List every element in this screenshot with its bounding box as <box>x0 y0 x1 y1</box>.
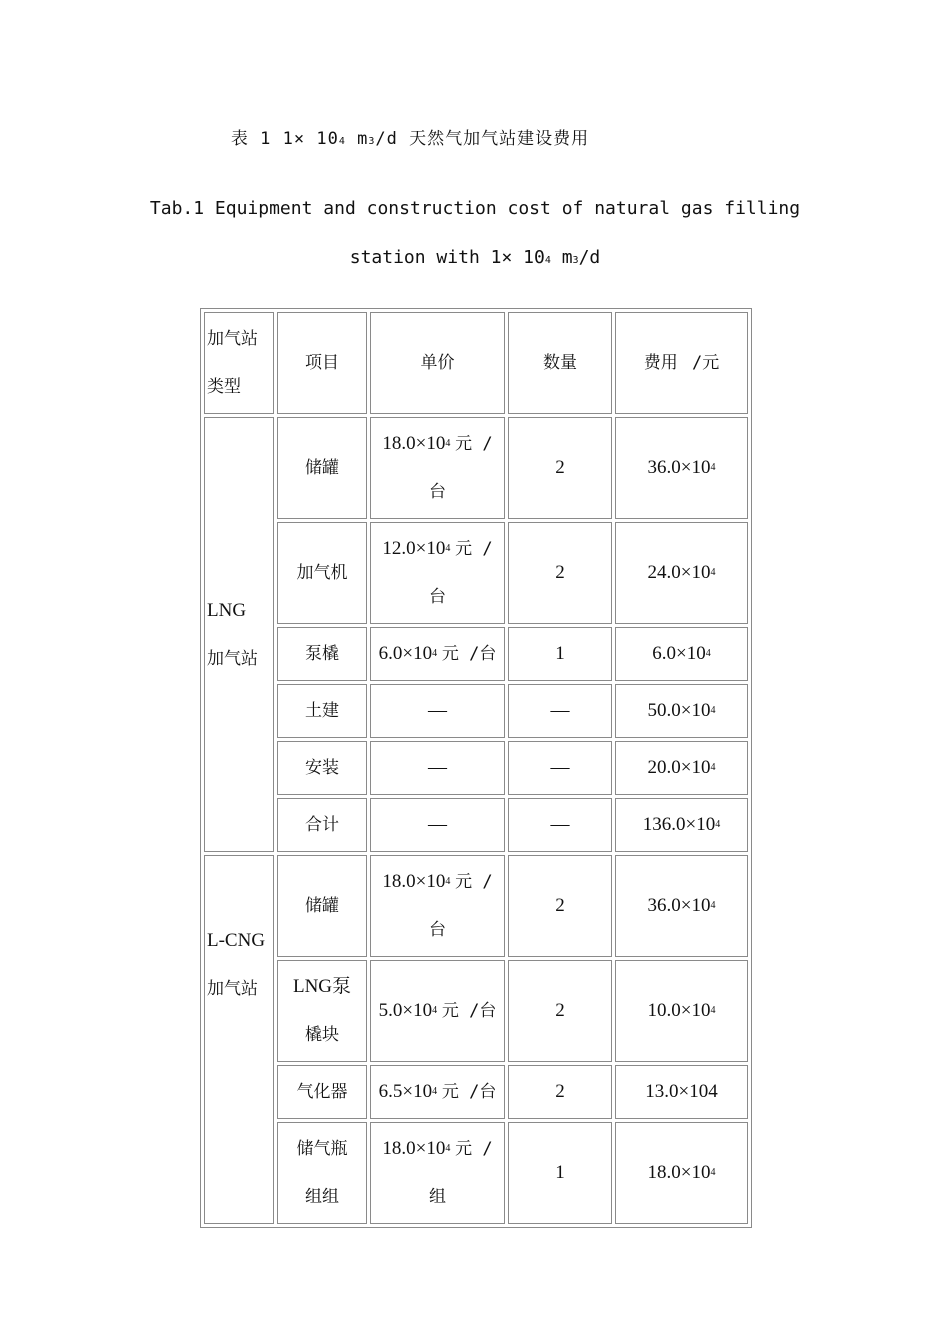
price-unit-cont: 台 <box>429 587 446 607</box>
table-row <box>204 1122 748 1224</box>
price-unit: 元 /台 <box>441 1001 497 1021</box>
cost-exponent: 4 <box>710 900 716 911</box>
caption-en-unit: m <box>561 247 573 268</box>
cell-cost <box>615 417 748 519</box>
header-cost <box>615 312 748 414</box>
cell-quantity: 1 <box>508 1122 612 1224</box>
cell-cost <box>615 522 748 624</box>
cost-exponent: 4 <box>710 762 716 773</box>
cell-cost: 13.0×104 <box>615 1065 748 1119</box>
group-lcng-suffix: 加气站 <box>207 978 258 999</box>
cell-cost <box>615 627 748 681</box>
cell-quantity: 2 <box>508 522 612 624</box>
table-row <box>204 1065 748 1119</box>
table-row <box>204 684 748 738</box>
cell-price <box>370 855 505 957</box>
price-value: 18.0×10 <box>382 1138 446 1159</box>
header-cost-label: 费用 <box>643 353 678 373</box>
price-value: 12.0×10 <box>382 538 446 559</box>
caption-cn-unit: m <box>357 129 369 149</box>
price-exponent: 4 <box>432 1086 438 1097</box>
cell-price: — <box>370 741 505 795</box>
cost-exponent: 4 <box>710 1005 716 1016</box>
cost-value: 6.0×10 <box>652 643 706 664</box>
table-row <box>204 627 748 681</box>
cost-value: 50.0×10 <box>647 700 711 721</box>
cell-price <box>370 627 505 681</box>
caption-cn-number: 1 1× <box>260 129 306 149</box>
item-line2: 橇块 <box>305 1025 339 1045</box>
caption-en-exponent: 4 <box>544 255 551 266</box>
table-row <box>204 741 748 795</box>
price-exponent: 4 <box>445 543 451 554</box>
price-value: 5.0×10 <box>378 1000 433 1021</box>
cell-quantity: 2 <box>508 960 612 1062</box>
cost-value: 36.0×10 <box>647 895 711 916</box>
price-value: 18.0×10 <box>382 871 446 892</box>
caption-cn-prefix: 表 <box>230 129 249 149</box>
caption-en-rest: /d <box>578 247 601 268</box>
price-exponent: 4 <box>445 1143 451 1154</box>
price-unit-cont: 组 <box>429 1187 446 1207</box>
cell-cost <box>615 960 748 1062</box>
cell-price <box>370 960 505 1062</box>
price-unit: 元 / <box>455 1139 493 1159</box>
cell-quantity: 2 <box>508 417 612 519</box>
price-exponent: 4 <box>432 648 438 659</box>
cell-quantity: — <box>508 684 612 738</box>
table-caption-english-line1: Tab.1 Equipment and construction cost of natural gas filling <box>149 198 801 219</box>
group-lcng-name: L-CNG <box>207 929 266 951</box>
cost-value: 10.0×10 <box>647 1000 711 1021</box>
header-station-type <box>204 312 274 414</box>
group-lcng <box>204 855 274 1224</box>
cell-price <box>370 522 505 624</box>
header-price: 单价 <box>370 312 505 414</box>
table-caption-chinese <box>0 124 820 149</box>
cell-quantity: — <box>508 741 612 795</box>
table-row-total <box>204 798 748 852</box>
cell-quantity: 2 <box>508 1065 612 1119</box>
cell-price <box>370 1122 505 1224</box>
cell-price: — <box>370 798 505 852</box>
price-unit-cont: 台 <box>429 482 446 502</box>
cell-price <box>370 1065 505 1119</box>
header-type-line1: 加气站 <box>207 329 258 349</box>
cost-exponent: 4 <box>710 462 716 473</box>
caption-cn-base: 10 <box>316 129 339 149</box>
price-exponent: 4 <box>445 876 451 887</box>
cell-cost <box>615 855 748 957</box>
group-lng <box>204 417 274 852</box>
caption-cn-rest: /d 天然气加气站建设费用 <box>375 129 590 149</box>
cost-value: 136.0×10 <box>642 814 716 835</box>
cell-item <box>277 960 367 1062</box>
cell-quantity: 2 <box>508 855 612 957</box>
table-row <box>204 960 748 1062</box>
table-row <box>204 855 748 957</box>
cost-exponent: 4 <box>710 705 716 716</box>
cost-table <box>200 308 752 1228</box>
cell-cost <box>615 1122 748 1224</box>
cell-price <box>370 417 505 519</box>
cost-value: 36.0×10 <box>647 457 711 478</box>
group-lng-name: LNG <box>207 599 247 621</box>
table-caption-english-line2 <box>0 247 950 268</box>
caption-en-unit-exponent: 3 <box>572 255 579 266</box>
cell-item: 泵橇 <box>277 627 367 681</box>
cell-item: 合计 <box>277 798 367 852</box>
price-unit: 元 / <box>455 434 493 454</box>
caption-en-base: 10 <box>523 247 545 268</box>
cost-value: 24.0×10 <box>647 562 711 583</box>
price-exponent: 4 <box>432 1005 438 1016</box>
cost-exponent: 4 <box>710 1167 716 1178</box>
table-row <box>204 522 748 624</box>
cell-item: 土建 <box>277 684 367 738</box>
item-line2: 组组 <box>305 1187 339 1207</box>
cell-quantity: 1 <box>508 627 612 681</box>
caption-cn-exponent: 4 <box>338 136 346 147</box>
price-exponent: 4 <box>445 438 451 449</box>
cost-exponent: 4 <box>715 819 721 830</box>
price-value: 18.0×10 <box>382 433 446 454</box>
cell-item: 安装 <box>277 741 367 795</box>
header-type-line2: 类型 <box>207 377 241 397</box>
price-value: 6.5×10 <box>378 1081 433 1102</box>
table-row <box>204 417 748 519</box>
cell-quantity: — <box>508 798 612 852</box>
cell-cost <box>615 741 748 795</box>
cell-item <box>277 1122 367 1224</box>
group-lng-suffix: 加气站 <box>207 648 258 669</box>
price-unit: 元 /台 <box>441 644 497 664</box>
cell-cost <box>615 684 748 738</box>
price-unit-cont: 台 <box>429 920 446 940</box>
cell-price: — <box>370 684 505 738</box>
cost-exponent: 4 <box>710 567 716 578</box>
price-unit: 元 / <box>455 539 493 559</box>
header-quantity: 数量 <box>508 312 612 414</box>
cell-item: 加气机 <box>277 522 367 624</box>
price-unit: 元 / <box>455 872 493 892</box>
cell-item: 储罐 <box>277 417 367 519</box>
price-unit: 元 /台 <box>441 1082 497 1102</box>
cell-item: 气化器 <box>277 1065 367 1119</box>
price-value: 6.0×10 <box>378 643 433 664</box>
caption-cn-unit-exponent: 3 <box>368 136 376 147</box>
header-item: 项目 <box>277 312 367 414</box>
cost-value: 20.0×10 <box>647 757 711 778</box>
item-line1: 储气瓶 <box>296 1139 348 1159</box>
cell-cost <box>615 798 748 852</box>
caption-en-part: station with 1× <box>349 247 513 268</box>
item-line1: LNG泵 <box>292 976 352 997</box>
header-cost-unit: /元 <box>692 353 720 373</box>
cost-exponent: 4 <box>705 648 711 659</box>
table-header-row <box>204 312 748 414</box>
cell-item: 储罐 <box>277 855 367 957</box>
cost-value: 18.0×10 <box>647 1162 711 1183</box>
